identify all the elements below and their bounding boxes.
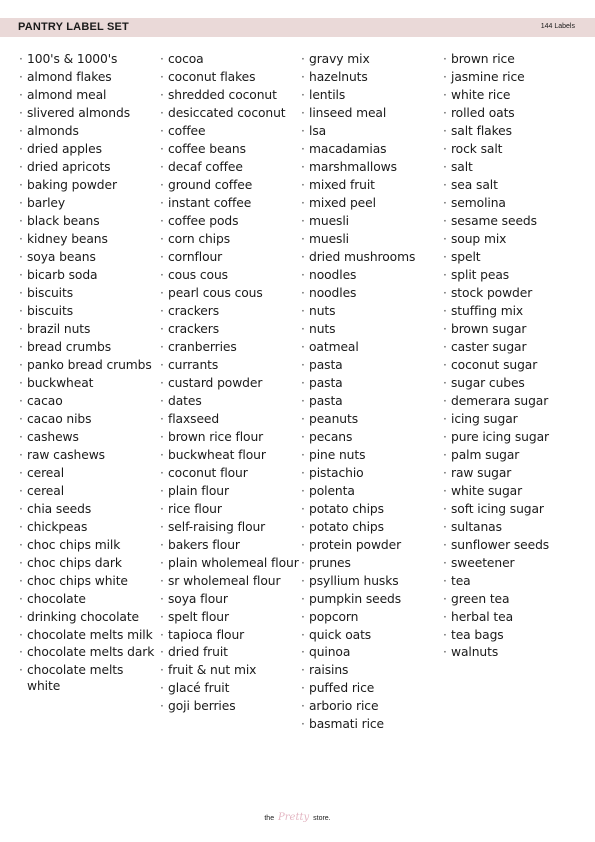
list-item: · chocolate melts dark <box>19 645 159 661</box>
brand-logo: Pretty <box>278 812 310 823</box>
list-item: · polenta <box>301 484 441 500</box>
list-item: · choc chips milk <box>19 538 159 554</box>
list-item: · protein powder <box>301 538 441 554</box>
list-item: · muesli <box>301 214 441 230</box>
list-item: · raisins <box>301 663 441 679</box>
list-item: · brown rice flour <box>160 430 300 446</box>
list-item: · herbal tea <box>443 610 583 626</box>
list-item: · pumpkin seeds <box>301 592 441 608</box>
footer-brand <box>0 812 595 823</box>
list-item: · self-raising flour <box>160 520 300 536</box>
list-item: · nuts <box>301 322 441 338</box>
list-item: · pearl cous cous <box>160 286 300 302</box>
list-item: · spelt <box>443 250 583 266</box>
list-item: · pecans <box>301 430 441 446</box>
list-item: · cranberries <box>160 340 300 356</box>
list-item: · cacao nibs <box>19 412 159 428</box>
label-column-2 <box>160 52 300 717</box>
list-item: · prunes <box>301 556 441 572</box>
list-item: · peanuts <box>301 412 441 428</box>
list-item: · tapioca flour <box>160 628 300 644</box>
list-item: · pasta <box>301 358 441 374</box>
list-item: · sugar cubes <box>443 376 583 392</box>
list-item: · soup mix <box>443 232 583 248</box>
list-item: · crackers <box>160 322 300 338</box>
list-item: · pasta <box>301 394 441 410</box>
list-item: · split peas <box>443 268 583 284</box>
list-item: · cous cous <box>160 268 300 284</box>
list-item: · gravy mix <box>301 52 441 68</box>
list-item: · instant coffee <box>160 196 300 212</box>
list-item: · dried fruit <box>160 645 300 661</box>
list-item: · corn chips <box>160 232 300 248</box>
list-item: · green tea <box>443 592 583 608</box>
list-item: · almond flakes <box>19 70 159 86</box>
list-item: · barley <box>19 196 159 212</box>
list-item: · biscuits <box>19 304 159 320</box>
list-item: · coffee pods <box>160 214 300 230</box>
list-item: · potato chips <box>301 520 441 536</box>
list-item: · dates <box>160 394 300 410</box>
list-item: · soya flour <box>160 592 300 608</box>
list-item: · dried apricots <box>19 160 159 176</box>
list-item: · desiccated coconut <box>160 106 300 122</box>
list-item: · psyllium husks <box>301 574 441 590</box>
list-item: · lentils <box>301 88 441 104</box>
list-item: · rice flour <box>160 502 300 518</box>
list-item: · linseed meal <box>301 106 441 122</box>
list-item: · sesame seeds <box>443 214 583 230</box>
list-item: · bicarb soda <box>19 268 159 284</box>
list-item: · panko bread crumbs <box>19 358 159 374</box>
list-item: · macadamias <box>301 142 441 158</box>
list-item: · soya beans <box>19 250 159 266</box>
list-item: · choc chips dark <box>19 556 159 572</box>
list-item: · stock powder <box>443 286 583 302</box>
list-item: · icing sugar <box>443 412 583 428</box>
list-item: · black beans <box>19 214 159 230</box>
list-item: · stuffing mix <box>443 304 583 320</box>
list-item: · marshmallows <box>301 160 441 176</box>
list-item: · glacé fruit <box>160 681 300 697</box>
list-item: · mixed peel <box>301 196 441 212</box>
list-item: · drinking chocolate <box>19 610 159 626</box>
label-count: 144 Labels <box>540 23 575 30</box>
list-item: · tea <box>443 574 583 590</box>
list-item: · popcorn <box>301 610 441 626</box>
label-column-1 <box>19 52 159 697</box>
list-item: · hazelnuts <box>301 70 441 86</box>
list-item: · caster sugar <box>443 340 583 356</box>
list-item: · dried mushrooms <box>301 250 441 266</box>
footer-prefix: the <box>264 815 275 822</box>
list-item: · coconut flour <box>160 466 300 482</box>
list-item: · biscuits <box>19 286 159 302</box>
list-item: · brazil nuts <box>19 322 159 338</box>
list-item: · dried apples <box>19 142 159 158</box>
list-item: · semolina <box>443 196 583 212</box>
list-item: · choc chips white <box>19 574 159 590</box>
list-item: · brown rice <box>443 52 583 68</box>
list-item: · buckwheat <box>19 376 159 392</box>
list-item: · chickpeas <box>19 520 159 536</box>
list-item: · fruit & nut mix <box>160 663 300 679</box>
list-item: · noodles <box>301 268 441 284</box>
footer-suffix: store. <box>313 815 331 822</box>
list-item: · sultanas <box>443 520 583 536</box>
list-item: · sunflower seeds <box>443 538 583 554</box>
list-item: · bakers flour <box>160 538 300 554</box>
list-item: · flaxseed <box>160 412 300 428</box>
list-item: · custard powder <box>160 376 300 392</box>
header-band <box>0 18 595 37</box>
list-item: · spelt flour <box>160 610 300 626</box>
list-item: · noodles <box>301 286 441 302</box>
list-item: · almond meal <box>19 88 159 104</box>
list-item: · mixed fruit <box>301 178 441 194</box>
list-item: · white rice <box>443 88 583 104</box>
list-item: · cornflour <box>160 250 300 266</box>
list-item: · lsa <box>301 124 441 140</box>
list-item: · sr wholemeal flour <box>160 574 300 590</box>
list-item: · sea salt <box>443 178 583 194</box>
list-item: · potato chips <box>301 502 441 518</box>
list-item: · jasmine rice <box>443 70 583 86</box>
list-item: · buckwheat flour <box>160 448 300 464</box>
list-item: · raw cashews <box>19 448 159 464</box>
list-item: · ground coffee <box>160 178 300 194</box>
label-column-4 <box>443 52 583 663</box>
list-item: · almonds <box>19 124 159 140</box>
list-item: · cereal <box>19 466 159 482</box>
list-item: · shredded coconut <box>160 88 300 104</box>
list-item: · baking powder <box>19 178 159 194</box>
list-item: · coffee <box>160 124 300 140</box>
list-item: · pine nuts <box>301 448 441 464</box>
page-title: PANTRY LABEL SET <box>18 21 129 33</box>
list-item: · coconut flakes <box>160 70 300 86</box>
list-item: · currants <box>160 358 300 374</box>
list-item: · muesli <box>301 232 441 248</box>
list-item: · white sugar <box>443 484 583 500</box>
list-item: · plain wholemeal flour <box>160 556 300 572</box>
list-item: · cereal <box>19 484 159 500</box>
list-item: · raw sugar <box>443 466 583 482</box>
list-item: · slivered almonds <box>19 106 159 122</box>
label-column-3 <box>301 52 441 735</box>
list-item: · demerara sugar <box>443 394 583 410</box>
list-item: · cashews <box>19 430 159 446</box>
list-item: · pasta <box>301 376 441 392</box>
list-item: · quick oats <box>301 628 441 644</box>
list-item: · plain flour <box>160 484 300 500</box>
list-item: · basmati rice <box>301 717 441 733</box>
list-item: · goji berries <box>160 699 300 715</box>
list-item: · nuts <box>301 304 441 320</box>
list-item: · bread crumbs <box>19 340 159 356</box>
list-item: · salt flakes <box>443 124 583 140</box>
list-item: · chocolate melts milk <box>19 628 159 644</box>
list-item: · coffee beans <box>160 142 300 158</box>
list-item: · coconut sugar <box>443 358 583 374</box>
list-item: · chia seeds <box>19 502 159 518</box>
list-item: · arborio rice <box>301 699 441 715</box>
list-item: · decaf coffee <box>160 160 300 176</box>
list-item: · pistachio <box>301 466 441 482</box>
list-item: · 100's & 1000's <box>19 52 159 68</box>
list-item: · cocoa <box>160 52 300 68</box>
list-item: · chocolate melts white <box>19 663 159 695</box>
list-item: · rock salt <box>443 142 583 158</box>
list-item: · salt <box>443 160 583 176</box>
list-item: · oatmeal <box>301 340 441 356</box>
list-item: · soft icing sugar <box>443 502 583 518</box>
list-item: · brown sugar <box>443 322 583 338</box>
list-item: · chocolate <box>19 592 159 608</box>
list-item: · rolled oats <box>443 106 583 122</box>
list-item: · sweetener <box>443 556 583 572</box>
list-item: · pure icing sugar <box>443 430 583 446</box>
list-item: · tea bags <box>443 628 583 644</box>
list-item: · walnuts <box>443 645 583 661</box>
list-item: · kidney beans <box>19 232 159 248</box>
list-item: · cacao <box>19 394 159 410</box>
list-item: · quinoa <box>301 645 441 661</box>
list-item: · puffed rice <box>301 681 441 697</box>
list-item: · palm sugar <box>443 448 583 464</box>
list-item: · crackers <box>160 304 300 320</box>
